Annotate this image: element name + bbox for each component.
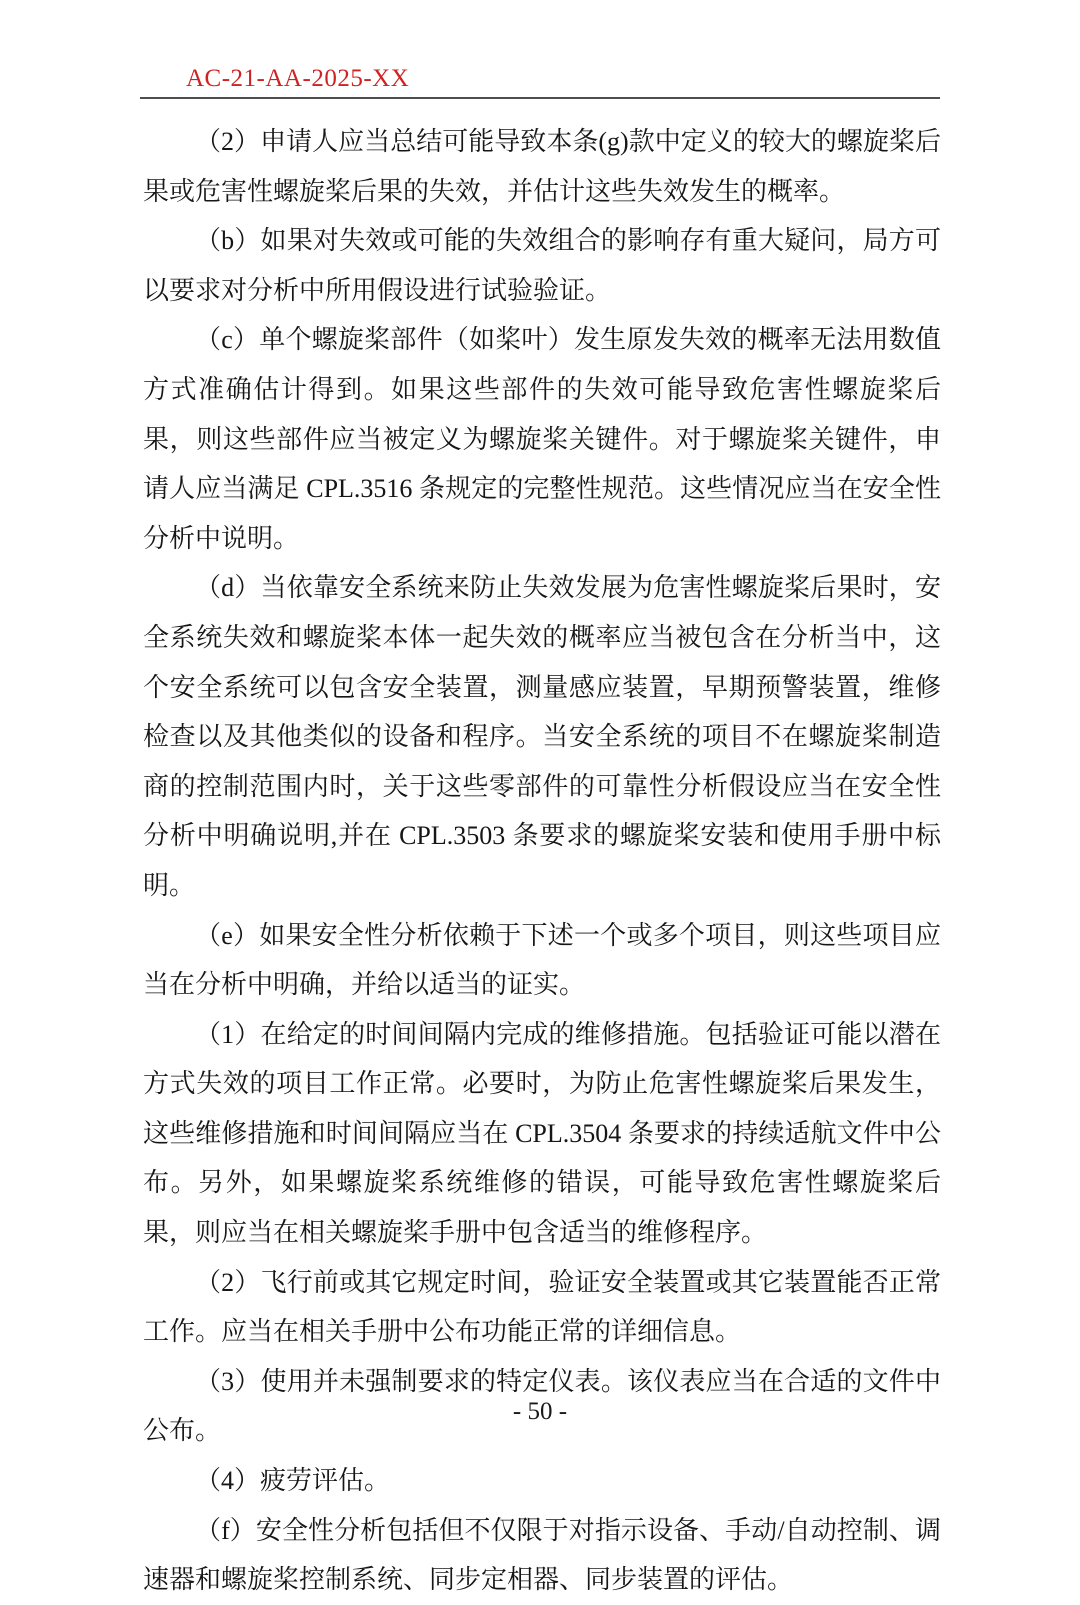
paragraph: （1）在给定的时间间隔内完成的维修措施。包括验证可能以潜在方式失效的项目工作正常。必要时，为防止危害性螺旋桨后果发生，这些维修措施和时间间隔应当在 CPL.3504 条要求的持续适航文件中公布。另外，如果螺旋桨系统维修的错误，可能导致危害性螺旋桨后果，则应当在相关螺旋桨手册中包含适当的维修程序。 — [143, 1019, 941, 1248]
paragraph: （d）当依靠安全系统来防止失效发展为危害性螺旋桨后果时，安全系统失效和螺旋桨本体一起失效的概率应当被包含在分析当中，这个安全系统可以包含安全装置，测量感应装置，早期预警装置，维修检查以及其他类似的设备和程序。当安全系统的项目不在螺旋桨制造商的控制范围内时，关于这些零部件的可靠性分析假设应当在安全性分析中明确说明,并在 CPL.3503 条要求的螺旋桨安装和使用手册中标明。 — [143, 573, 941, 900]
paragraph: （4）疲劳评估。 — [195, 1466, 391, 1496]
paragraph: （b）如果对失效或可能的失效组合的影响存有重大疑问，局方可以要求对分析中所用假设进行试验验证。 — [143, 226, 941, 305]
document-number: AC-21-AA-2025-XX — [186, 65, 410, 92]
page-header — [140, 64, 940, 99]
paragraph: （2）申请人应当总结可能导致本条(g)款中定义的较大的螺旋桨后果或危害性螺旋桨后果的失效，并估计这些失效发生的概率。 — [143, 127, 941, 206]
paragraph: （f）安全性分析包括但不仅限于对指示设备、手动/自动控制、调速器和螺旋桨控制系统、同步定相器、同步装置的评估。 — [143, 1515, 941, 1595]
page-number: - 50 - — [512, 1398, 568, 1425]
paragraph: （2）飞行前或其它规定时间，验证安全装置或其它装置能否正常工作。应当在相关手册中公布功能正常的详细信息。 — [143, 1267, 941, 1347]
paragraph: （3）使用并未强制要求的特定仪表。该仪表应当在合适的文件中公布。 — [143, 1366, 941, 1446]
paragraph: （e）如果安全性分析依赖于下述一个或多个项目，则这些项目应当在分析中明确，并给以适当的证实。 — [143, 920, 941, 1000]
document-body — [143, 117, 941, 1605]
paragraph: （c）单个螺旋桨部件（如桨叶）发生原发失效的概率无法用数值方式准确估计得到。如果这些部件的失效可能导致危害性螺旋桨后果，则这些部件应当被定义为螺旋桨关键件。对于螺旋桨关键件，申请人应当满足 CPL.3516 条规定的完整性规范。这些情况应当在安全性分析中说明。 — [143, 325, 941, 553]
